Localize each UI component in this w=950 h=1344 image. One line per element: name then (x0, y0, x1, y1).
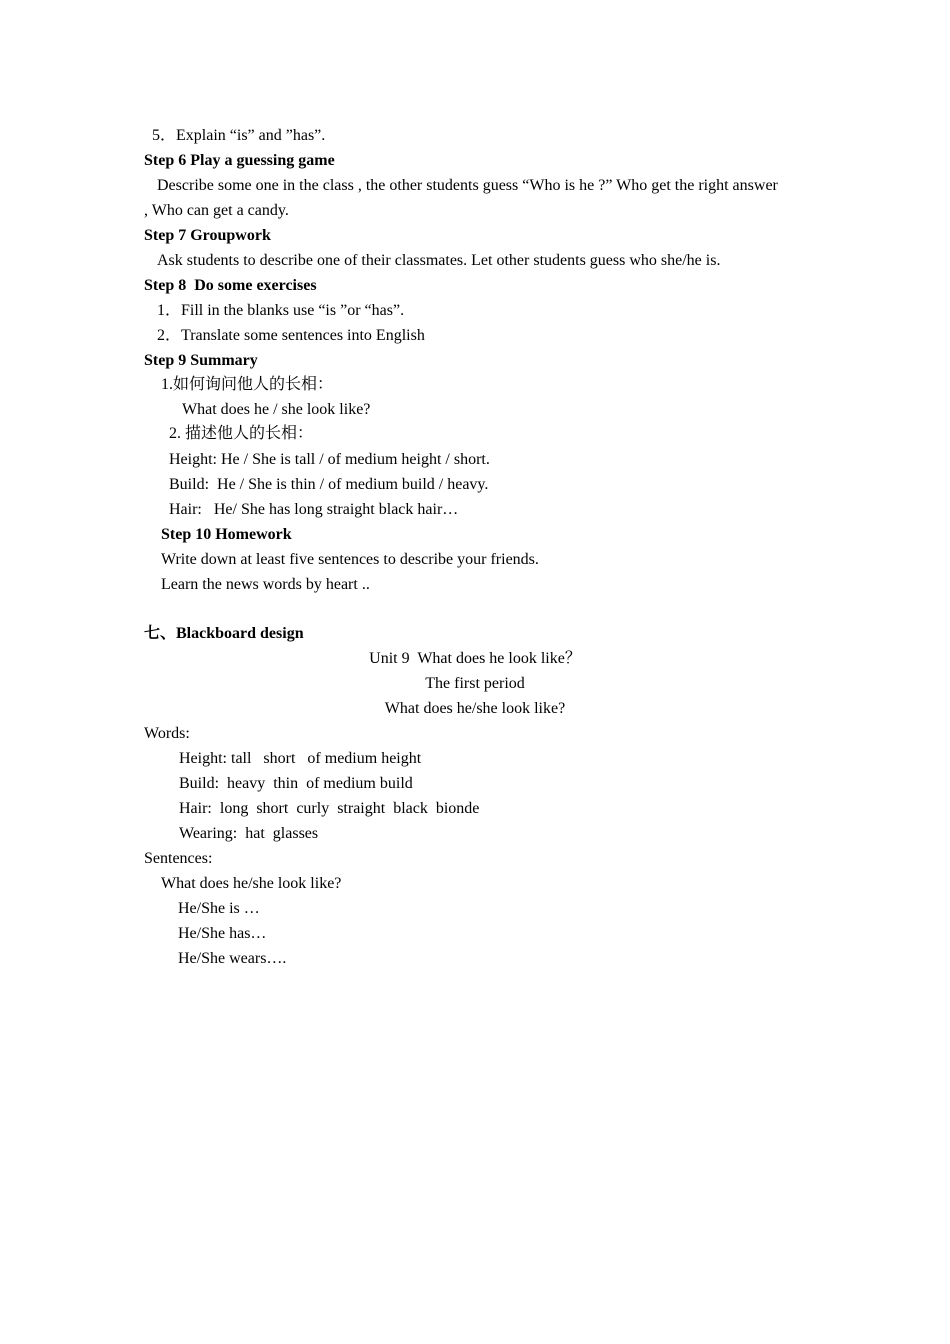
summary-build: Build: He / She is thin / of medium build / heavy. (169, 476, 489, 493)
step8-heading: Step 8 Do some exercises (144, 277, 317, 294)
blackboard-period: The first period (425, 675, 525, 692)
words-hair: Hair: long short curly straight black bionde (179, 800, 480, 817)
homework-item-1: Write down at least five sentences to describe your friends. (161, 551, 539, 568)
step10-heading: Step 10 Homework (161, 526, 292, 543)
summary-question: What does he / she look like? (182, 401, 371, 418)
step6-heading: Step 6 Play a guessing game (144, 152, 335, 169)
words-build: Build: heavy thin of medium build (179, 775, 413, 792)
sentence-wears: He/She wears…. (178, 950, 287, 967)
words-height: Height: tall short of medium height (179, 750, 422, 767)
homework-item-2: Learn the news words by heart .. (161, 576, 370, 593)
step7-text: Ask students to describe one of their classmates. Let other students guess who she/he is. (157, 252, 721, 269)
step9-heading: Step 9 Summary (144, 352, 258, 369)
step8-item-1: 1．Fill in the blanks use “is ”or “has”. (157, 302, 405, 319)
step7-heading: Step 7 Groupwork (144, 227, 271, 244)
summary-point-2: 2. 描述他人的长相： (169, 425, 314, 442)
sentences-label: Sentences: (144, 850, 213, 867)
blackboard-question: What does he/she look like? (384, 700, 566, 717)
summary-height: Height: He / She is tall / of medium height / short. (169, 451, 490, 468)
step5-item-explain: 5．Explain “is” and ”has”. (152, 127, 326, 144)
summary-hair: Hair: He/ She has long straight black hair… (169, 501, 459, 518)
step6-text-line2: , Who can get a candy. (144, 202, 289, 219)
summary-point-1: 1.如何询问他人的长相： (161, 376, 334, 393)
sentence-has: He/She has… (178, 925, 267, 942)
words-label: Words: (144, 725, 190, 742)
blackboard-heading: 七、Blackboard design (144, 625, 304, 642)
sentence-question: What does he/she look like? (161, 875, 342, 892)
step6-text-line1: Describe some one in the class , the other students guess “Who is he ?” Who get the right answer (157, 177, 778, 194)
blackboard-unit-title: Unit 9 What does he look like？ (369, 650, 581, 667)
words-wearing: Wearing: hat glasses (179, 825, 319, 842)
step8-item-2: 2．Translate some sentences into English (157, 327, 425, 344)
sentence-is: He/She is … (178, 900, 260, 917)
